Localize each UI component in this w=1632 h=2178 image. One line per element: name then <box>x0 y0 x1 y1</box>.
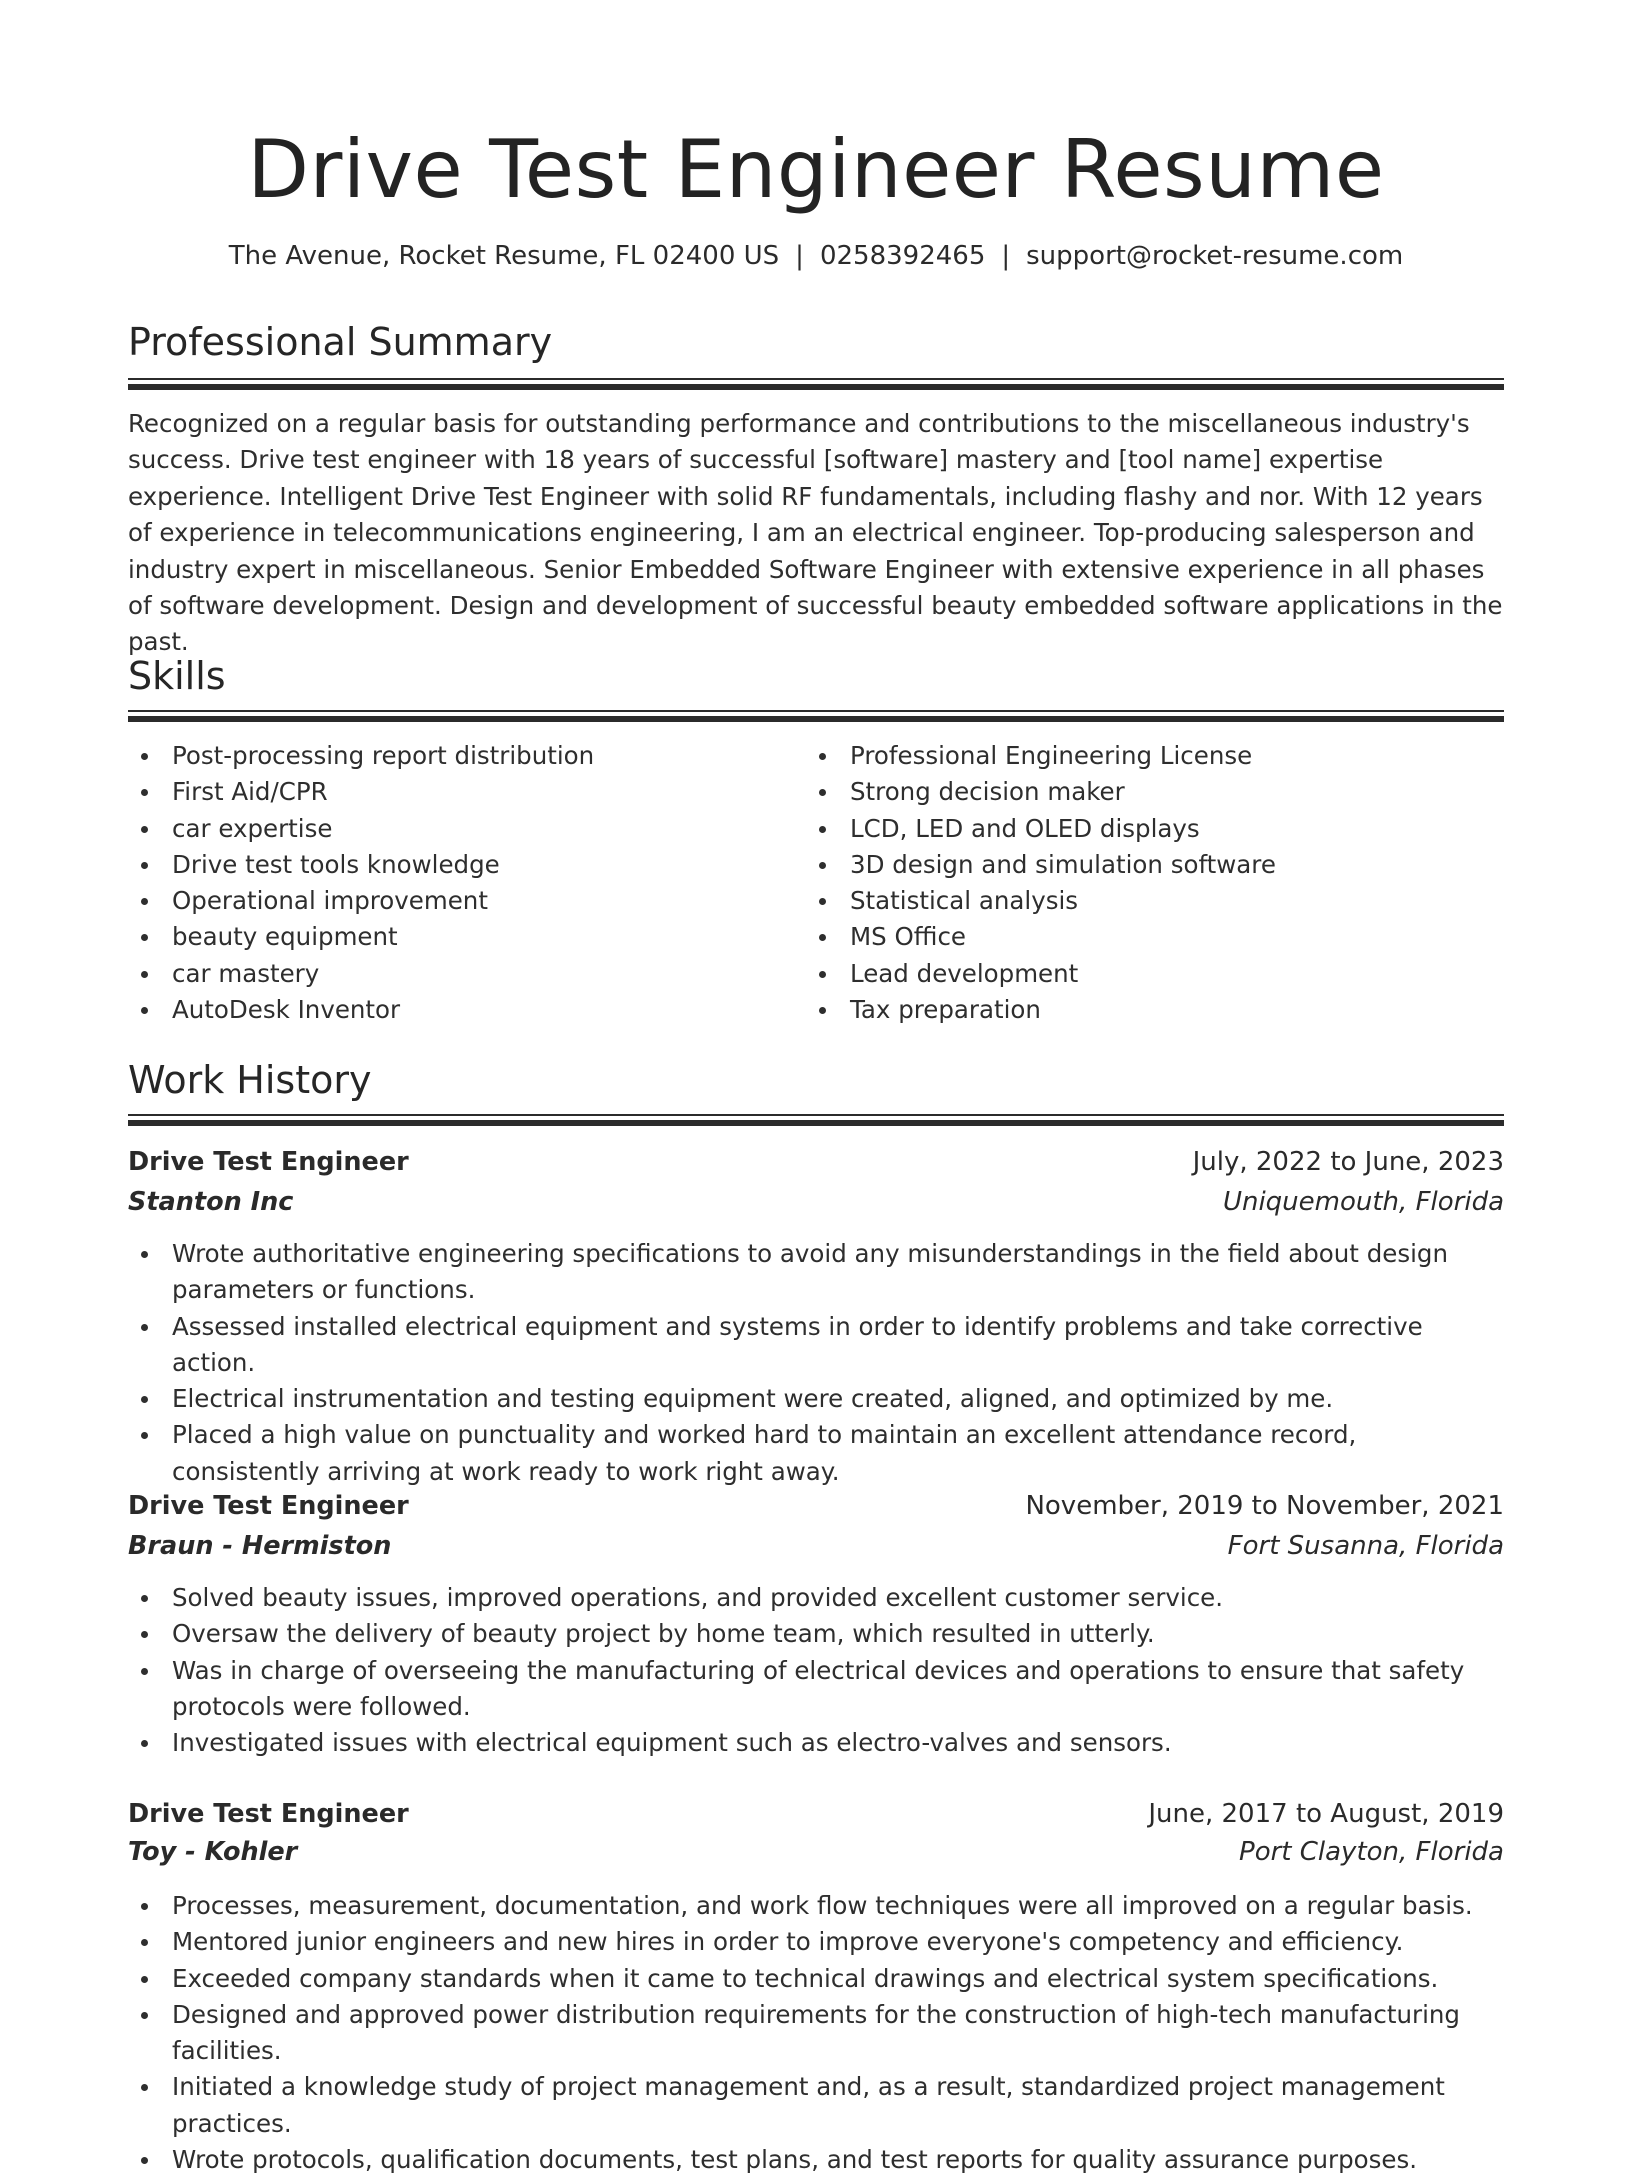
skill-item: Operational improvement <box>128 883 788 919</box>
job-location: Uniquemouth, Florida <box>1222 1187 1504 1217</box>
contact-email: support@rocket-resume.com <box>1026 241 1404 271</box>
work-heading: Work History <box>128 1058 372 1102</box>
job-bullet: Designed and approved power distribution requirements for the construction of high-tech manufacturing facilities. <box>128 1997 1504 2070</box>
skill-item: Tax preparation <box>806 992 1504 1028</box>
job-bullet: Initiated a knowledge study of project management and, as a result, standardized project management practices. <box>128 2069 1504 2142</box>
job-bullets <box>128 1888 1504 2178</box>
summary-text: Recognized on a regular basis for outstanding performance and contributions to the miscellaneous industry's success. Drive test engineer with 18 years of successful [software] mastery and [tool name] expertise experience. Intelligent Drive Test Engineer with solid RF fundamentals, including flashy and nor. With 12 years of experience in telecommunications engineering, I am an electrical engineer. Top-producing salesperson and industry expert in miscellaneous. Senior Embedded Software Engineer with extensive experience in all phases of software development. Design and development of successful beauty embedded software applications in the past. <box>128 409 1503 657</box>
job-dates: July, 2022 to June, 2023 <box>1192 1147 1504 1177</box>
job-bullet: Wrote protocols, qualification documents, test plans, and test reports for quality assurance purposes. <box>128 2142 1504 2178</box>
skill-item: AutoDesk Inventor <box>128 992 788 1028</box>
work-divider <box>128 1114 1504 1126</box>
contact-address: The Avenue, Rocket Resume, FL 02400 US <box>228 241 780 271</box>
contact-separator: | <box>1001 241 1011 271</box>
skill-item: MS Office <box>806 919 1504 955</box>
skill-item: First Aid/CPR <box>128 774 788 810</box>
resume-title: Drive Test Engineer Resume <box>247 123 1385 216</box>
job-bullet: Electrical instrumentation and testing equipment were created, aligned, and optimized by me. <box>128 1381 1504 1417</box>
job-dates: June, 2017 to August, 2019 <box>1148 1799 1504 1829</box>
job-title: Drive Test Engineer <box>128 1147 409 1177</box>
skill-item: Lead development <box>806 956 1504 992</box>
job-bullet: Mentored junior engineers and new hires in order to improve everyone's competency and efficiency. <box>128 1924 1504 1960</box>
job-bullets <box>128 1580 1504 1761</box>
skill-item: Drive test tools knowledge <box>128 847 788 883</box>
job-bullet: Was in charge of overseeing the manufacturing of electrical devices and operations to ensure that safety protocols were followed. <box>128 1653 1504 1726</box>
job-title: Drive Test Engineer <box>128 1491 409 1521</box>
skill-item: Professional Engineering License <box>806 738 1504 774</box>
skill-item: beauty equipment <box>128 919 788 955</box>
skill-item: Post-processing report distribution <box>128 738 788 774</box>
job-bullets <box>128 1236 1504 1490</box>
summary-heading: Professional Summary <box>128 320 553 364</box>
job-title: Drive Test Engineer <box>128 1799 409 1829</box>
skill-item: car mastery <box>128 956 788 992</box>
skill-item: Statistical analysis <box>806 883 1504 919</box>
job-bullet: Oversaw the delivery of beauty project by home team, which resulted in utterly. <box>128 1616 1504 1652</box>
job-bullet: Processes, measurement, documentation, and work flow techniques were all improved on a regular basis. <box>128 1888 1504 1924</box>
job-bullet: Exceeded company standards when it came to technical drawings and electrical system specifications. <box>128 1961 1504 1997</box>
skills-list-left <box>128 738 788 1028</box>
job-bullet: Wrote authoritative engineering specifications to avoid any misunderstandings in the field about design parameters or functions. <box>128 1236 1504 1309</box>
skill-item: Strong decision maker <box>806 774 1504 810</box>
job-dates: November, 2019 to November, 2021 <box>1025 1491 1504 1521</box>
job-bullet: Placed a high value on punctuality and worked hard to maintain an excellent attendance record, consistently arriving at work ready to work right away. <box>128 1417 1504 1490</box>
job-company: Stanton Inc <box>128 1187 294 1217</box>
contact-separator: | <box>795 241 804 271</box>
job-bullet: Solved beauty issues, improved operations, and provided excellent customer service. <box>128 1580 1504 1616</box>
job-bullet: Assessed installed electrical equipment and systems in order to identify problems and take corrective action. <box>128 1309 1504 1382</box>
job-company: Toy - Kohler <box>128 1837 298 1867</box>
job-company: Braun - Hermiston <box>128 1531 392 1561</box>
skills-list-right <box>806 738 1504 1028</box>
contact-phone: 0258392465 <box>819 241 986 271</box>
job-location: Port Clayton, Florida <box>1239 1837 1504 1867</box>
skill-item: car expertise <box>128 811 788 847</box>
skill-item: 3D design and simulation software <box>806 847 1504 883</box>
skills-divider <box>128 710 1504 722</box>
job-location: Fort Susanna, Florida <box>1227 1531 1504 1561</box>
skills-heading: Skills <box>128 654 226 698</box>
contact-line <box>128 238 1504 274</box>
skill-item: LCD, LED and OLED displays <box>806 811 1504 847</box>
job-bullet: Investigated issues with electrical equipment such as electro-valves and sensors. <box>128 1725 1504 1761</box>
summary-divider <box>128 378 1504 390</box>
